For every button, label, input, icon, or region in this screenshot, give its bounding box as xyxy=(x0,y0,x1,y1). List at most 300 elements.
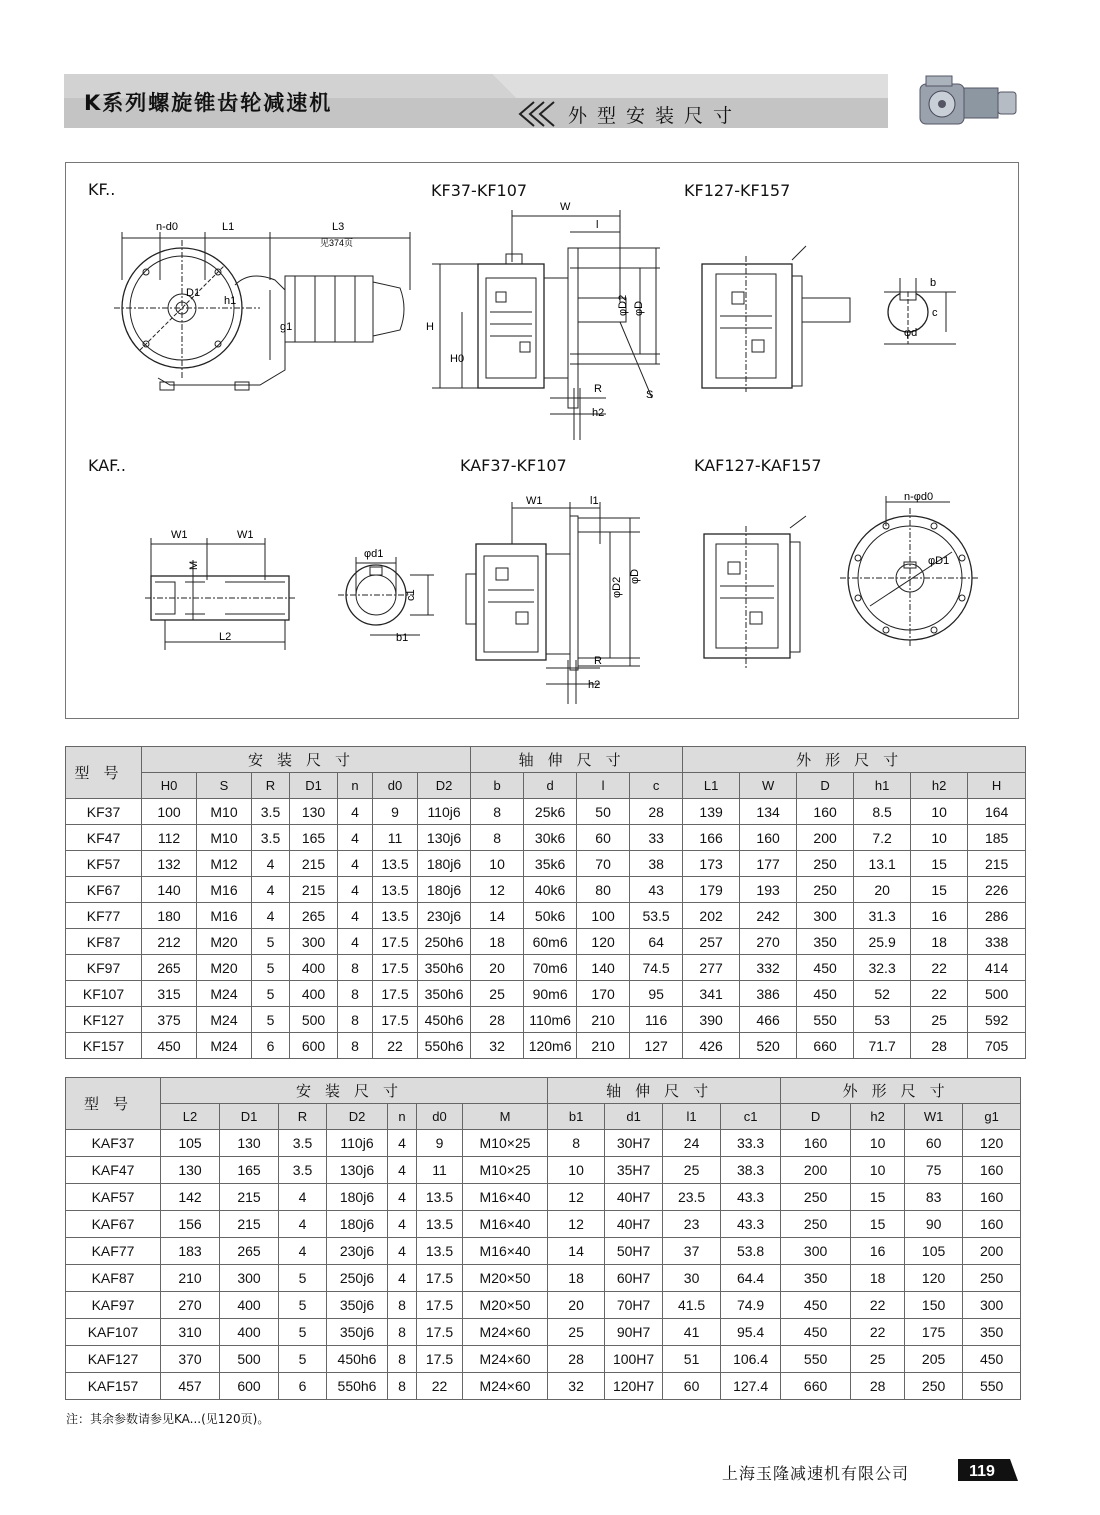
value-cell: 286 xyxy=(968,903,1026,929)
value-cell: 74.5 xyxy=(630,955,683,981)
value-cell: 25k6 xyxy=(524,799,577,825)
value-cell: 160 xyxy=(781,1130,851,1157)
value-cell: 450 xyxy=(797,955,854,981)
value-cell: 8.5 xyxy=(854,799,911,825)
table-row xyxy=(66,1130,1021,1157)
dimension-label: L3 xyxy=(332,221,345,233)
value-cell: 100H7 xyxy=(605,1346,663,1373)
value-cell: 43.3 xyxy=(721,1211,781,1238)
value-cell: 177 xyxy=(740,851,797,877)
dimension-label: S xyxy=(646,389,654,401)
model-header: 型号 xyxy=(66,747,142,799)
value-cell: M10 xyxy=(197,799,252,825)
table-row xyxy=(66,1373,1021,1400)
value-cell: M24 xyxy=(197,1007,252,1033)
value-cell: 600 xyxy=(220,1373,279,1400)
kf-large-label: KF127-KF157 xyxy=(684,181,791,200)
dimension-label: l1 xyxy=(590,495,599,507)
value-cell: 450 xyxy=(781,1292,851,1319)
value-cell: 8 xyxy=(388,1373,417,1400)
value-cell: 350j6 xyxy=(327,1319,388,1346)
value-cell: 60H7 xyxy=(605,1265,663,1292)
value-cell: 5 xyxy=(252,1007,290,1033)
column-header: n xyxy=(388,1104,417,1130)
dimension-label: φD2 xyxy=(617,294,629,316)
dimension-label: n-φd0 xyxy=(904,491,934,503)
value-cell: 25 xyxy=(548,1319,605,1346)
value-cell: 210 xyxy=(577,1033,630,1059)
column-header: L1 xyxy=(683,773,740,799)
kaf-dimension-table xyxy=(65,1077,1021,1400)
value-cell: M24 xyxy=(197,1033,252,1059)
value-cell: 17.5 xyxy=(373,929,418,955)
value-cell: 17.5 xyxy=(417,1319,463,1346)
value-cell: 4 xyxy=(338,929,373,955)
model-cell: KF87 xyxy=(66,929,142,955)
model-cell: KF157 xyxy=(66,1033,142,1059)
value-cell: 8 xyxy=(338,1007,373,1033)
column-header: l1 xyxy=(663,1104,721,1130)
column-header: L2 xyxy=(161,1104,220,1130)
value-cell: 13.5 xyxy=(373,851,418,877)
value-cell: 60m6 xyxy=(524,929,577,955)
value-cell: 32.3 xyxy=(854,955,911,981)
value-cell: 250 xyxy=(797,877,854,903)
page-number: 119 xyxy=(969,1463,995,1480)
table-column-header xyxy=(66,773,1026,799)
dimension-label: l xyxy=(596,219,599,231)
value-cell: 22 xyxy=(851,1319,905,1346)
column-header: d0 xyxy=(373,773,418,799)
value-cell: 74.9 xyxy=(721,1292,781,1319)
dimension-label: φD1 xyxy=(928,555,950,567)
value-cell: 17.5 xyxy=(373,981,418,1007)
kaf-small-side-view-drawing xyxy=(460,488,670,708)
value-cell: 25 xyxy=(471,981,524,1007)
value-cell: M10 xyxy=(197,825,252,851)
value-cell: 500 xyxy=(290,1007,338,1033)
value-cell: 450h6 xyxy=(327,1346,388,1373)
table-row xyxy=(66,851,1026,877)
model-cell: KAF107 xyxy=(66,1319,161,1346)
value-cell: 28 xyxy=(911,1033,968,1059)
value-cell: 4 xyxy=(388,1211,417,1238)
value-cell: 110m6 xyxy=(524,1007,577,1033)
value-cell: 250 xyxy=(963,1265,1021,1292)
value-cell: 210 xyxy=(577,1007,630,1033)
value-cell: 35H7 xyxy=(605,1157,663,1184)
group-header: 外形尺寸 xyxy=(781,1078,1021,1104)
value-cell: 22 xyxy=(851,1292,905,1319)
value-cell: 25.9 xyxy=(854,929,911,955)
dimension-label: φD xyxy=(629,568,641,584)
value-cell: 175 xyxy=(905,1319,963,1346)
value-cell: 277 xyxy=(683,955,740,981)
kf-small-label: KF37-KF107 xyxy=(431,181,528,200)
column-header: D1 xyxy=(220,1104,279,1130)
value-cell: M16 xyxy=(197,903,252,929)
value-cell: 10 xyxy=(851,1130,905,1157)
value-cell: 17.5 xyxy=(417,1346,463,1373)
column-header: c xyxy=(630,773,683,799)
table-group-header xyxy=(66,747,1026,773)
kaf-flange-front-view-drawing xyxy=(840,486,980,658)
dimension-label: c1 xyxy=(405,589,417,601)
value-cell: 41.5 xyxy=(663,1292,721,1319)
value-cell: 520 xyxy=(740,1033,797,1059)
value-cell: 53 xyxy=(854,1007,911,1033)
kf-series-label: KF.. xyxy=(88,180,116,199)
value-cell: 8 xyxy=(471,825,524,851)
value-cell: 18 xyxy=(471,929,524,955)
column-header: c1 xyxy=(721,1104,781,1130)
value-cell: 160 xyxy=(963,1211,1021,1238)
value-cell: 132 xyxy=(142,851,197,877)
dimension-label: L2 xyxy=(219,631,232,643)
value-cell: M16×40 xyxy=(463,1238,548,1265)
value-cell: 23 xyxy=(663,1211,721,1238)
value-cell: 120m6 xyxy=(524,1033,577,1059)
value-cell: 30k6 xyxy=(524,825,577,851)
value-cell: 215 xyxy=(220,1211,279,1238)
table-row xyxy=(66,799,1026,825)
column-header: b1 xyxy=(548,1104,605,1130)
value-cell: 4 xyxy=(338,877,373,903)
value-cell: 400 xyxy=(290,955,338,981)
dimension-label: W xyxy=(560,201,571,213)
value-cell: 466 xyxy=(740,1007,797,1033)
dimension-label: h1 xyxy=(224,295,237,307)
value-cell: 250 xyxy=(797,851,854,877)
column-header: W1 xyxy=(905,1104,963,1130)
value-cell: 38 xyxy=(630,851,683,877)
value-cell: 215 xyxy=(220,1184,279,1211)
value-cell: 70m6 xyxy=(524,955,577,981)
value-cell: 3.5 xyxy=(252,825,290,851)
value-cell: 450h6 xyxy=(418,1007,471,1033)
group-header: 安装尺寸 xyxy=(161,1078,548,1104)
column-header: d xyxy=(524,773,577,799)
value-cell: 17.5 xyxy=(417,1292,463,1319)
value-cell: 8 xyxy=(338,955,373,981)
value-cell: 230j6 xyxy=(327,1238,388,1265)
value-cell: 265 xyxy=(290,903,338,929)
value-cell: 300 xyxy=(781,1238,851,1265)
value-cell: 50 xyxy=(577,799,630,825)
value-cell: M24×60 xyxy=(463,1373,548,1400)
value-cell: M20×50 xyxy=(463,1265,548,1292)
value-cell: 10 xyxy=(851,1157,905,1184)
value-cell: 90H7 xyxy=(605,1319,663,1346)
column-header: g1 xyxy=(963,1104,1021,1130)
model-cell: KF57 xyxy=(66,851,142,877)
value-cell: 52 xyxy=(854,981,911,1007)
value-cell: M16 xyxy=(197,877,252,903)
company-name: 上海玉隆减速机有限公司 xyxy=(722,1464,910,1483)
value-cell: 4 xyxy=(388,1238,417,1265)
value-cell: 116 xyxy=(630,1007,683,1033)
value-cell: 390 xyxy=(683,1007,740,1033)
value-cell: 33.3 xyxy=(721,1130,781,1157)
column-header: W xyxy=(740,773,797,799)
value-cell: 450 xyxy=(781,1319,851,1346)
value-cell: 28 xyxy=(548,1346,605,1373)
value-cell: 450 xyxy=(142,1033,197,1059)
dimension-label: n-d0 xyxy=(156,221,179,233)
value-cell: 13.5 xyxy=(417,1238,463,1265)
value-cell: 64.4 xyxy=(721,1265,781,1292)
value-cell: M16×40 xyxy=(463,1211,548,1238)
value-cell: 310 xyxy=(161,1319,220,1346)
value-cell: 16 xyxy=(911,903,968,929)
value-cell: 120H7 xyxy=(605,1373,663,1400)
model-cell: KAF47 xyxy=(66,1157,161,1184)
value-cell: 8 xyxy=(388,1292,417,1319)
column-header: R xyxy=(252,773,290,799)
value-cell: 215 xyxy=(968,851,1026,877)
column-header: l xyxy=(577,773,630,799)
value-cell: 341 xyxy=(683,981,740,1007)
column-header: h2 xyxy=(851,1104,905,1130)
dimension-label: h2 xyxy=(592,407,605,419)
value-cell: 95.4 xyxy=(721,1319,781,1346)
value-cell: 13.1 xyxy=(854,851,911,877)
dimension-label: W1 xyxy=(237,529,254,541)
column-header: d0 xyxy=(417,1104,463,1130)
value-cell: 350 xyxy=(797,929,854,955)
dimension-label: W1 xyxy=(526,495,543,507)
value-cell: 300 xyxy=(797,903,854,929)
column-header: d1 xyxy=(605,1104,663,1130)
dimension-label: φD xyxy=(633,300,645,316)
kf-dimension-table xyxy=(65,746,1026,1059)
value-cell: 50k6 xyxy=(524,903,577,929)
value-cell: 40H7 xyxy=(605,1211,663,1238)
column-header: R xyxy=(279,1104,327,1130)
value-cell: 3.5 xyxy=(252,799,290,825)
value-cell: 5 xyxy=(279,1265,327,1292)
value-cell: 350 xyxy=(781,1265,851,1292)
value-cell: 12 xyxy=(548,1184,605,1211)
column-header: h2 xyxy=(911,773,968,799)
value-cell: 185 xyxy=(968,825,1026,851)
model-cell: KAF87 xyxy=(66,1265,161,1292)
group-header: 轴伸尺寸 xyxy=(471,747,683,773)
value-cell: 120 xyxy=(905,1265,963,1292)
value-cell: 350 xyxy=(963,1319,1021,1346)
value-cell: 90 xyxy=(905,1211,963,1238)
value-cell: 38.3 xyxy=(721,1157,781,1184)
value-cell: M16×40 xyxy=(463,1184,548,1211)
value-cell: 5 xyxy=(252,929,290,955)
value-cell: 265 xyxy=(142,955,197,981)
dimension-label: R xyxy=(594,655,602,667)
value-cell: 170 xyxy=(577,981,630,1007)
value-cell: 22 xyxy=(911,955,968,981)
value-cell: M20×50 xyxy=(463,1292,548,1319)
value-cell: 28 xyxy=(630,799,683,825)
value-cell: 160 xyxy=(797,799,854,825)
shaft-key-section-drawing xyxy=(870,270,960,352)
table-row xyxy=(66,877,1026,903)
table-row xyxy=(66,929,1026,955)
kaf-small-label: KAF37-KF107 xyxy=(460,456,567,475)
value-cell: 4 xyxy=(252,877,290,903)
value-cell: 15 xyxy=(911,877,968,903)
dimension-label: φd xyxy=(904,327,918,339)
column-header: D xyxy=(781,1104,851,1130)
value-cell: 60 xyxy=(905,1130,963,1157)
table-row xyxy=(66,1292,1021,1319)
value-cell: 105 xyxy=(905,1238,963,1265)
value-cell: 165 xyxy=(220,1157,279,1184)
model-cell: KF97 xyxy=(66,955,142,981)
value-cell: 20 xyxy=(548,1292,605,1319)
value-cell: 130 xyxy=(161,1157,220,1184)
column-header: h1 xyxy=(854,773,911,799)
model-cell: KAF37 xyxy=(66,1130,161,1157)
value-cell: 6 xyxy=(279,1373,327,1400)
dimension-label: M xyxy=(188,560,200,570)
dimension-label: φd1 xyxy=(364,548,384,560)
value-cell: 4 xyxy=(338,851,373,877)
value-cell: 25 xyxy=(663,1157,721,1184)
value-cell: 18 xyxy=(548,1265,605,1292)
dimension-label: H0 xyxy=(450,353,465,365)
value-cell: 22 xyxy=(911,981,968,1007)
model-cell: KAF57 xyxy=(66,1184,161,1211)
column-header: D1 xyxy=(290,773,338,799)
value-cell: 4 xyxy=(252,903,290,929)
value-cell: 242 xyxy=(740,903,797,929)
value-cell: 7.2 xyxy=(854,825,911,851)
value-cell: 350h6 xyxy=(418,981,471,1007)
value-cell: 110j6 xyxy=(418,799,471,825)
page-subtitle: 外型安装尺寸 xyxy=(568,105,743,127)
value-cell: 25 xyxy=(851,1346,905,1373)
dimension-label: b1 xyxy=(396,632,409,644)
value-cell: 142 xyxy=(161,1184,220,1211)
value-cell: 71.7 xyxy=(854,1033,911,1059)
value-cell: 500 xyxy=(968,981,1026,1007)
value-cell: 4 xyxy=(279,1184,327,1211)
value-cell: 550h6 xyxy=(327,1373,388,1400)
dimension-label: φD2 xyxy=(611,576,623,598)
model-cell: KAF97 xyxy=(66,1292,161,1319)
value-cell: 140 xyxy=(577,955,630,981)
value-cell: 17.5 xyxy=(373,955,418,981)
value-cell: M10×25 xyxy=(463,1157,548,1184)
value-cell: 23.5 xyxy=(663,1184,721,1211)
gearbox-thumbnail xyxy=(912,70,1024,132)
value-cell: 215 xyxy=(290,851,338,877)
table-row xyxy=(66,1007,1026,1033)
value-cell: 180j6 xyxy=(327,1184,388,1211)
dimension-label: c xyxy=(932,307,938,319)
value-cell: 212 xyxy=(142,929,197,955)
value-cell: M12 xyxy=(197,851,252,877)
value-cell: 160 xyxy=(740,825,797,851)
dimension-label: b xyxy=(930,277,937,289)
value-cell: 43.3 xyxy=(721,1184,781,1211)
value-cell: 4 xyxy=(388,1130,417,1157)
model-cell: KAF157 xyxy=(66,1373,161,1400)
value-cell: 173 xyxy=(683,851,740,877)
model-cell: KF67 xyxy=(66,877,142,903)
value-cell: 250 xyxy=(781,1211,851,1238)
group-header: 轴伸尺寸 xyxy=(548,1078,781,1104)
group-header: 安装尺寸 xyxy=(142,747,471,773)
dimension-label: L1 xyxy=(222,221,235,233)
table-row xyxy=(66,1184,1021,1211)
value-cell: 160 xyxy=(963,1184,1021,1211)
value-cell: 13.5 xyxy=(417,1211,463,1238)
value-cell: 53.5 xyxy=(630,903,683,929)
value-cell: 10 xyxy=(548,1157,605,1184)
value-cell: 350h6 xyxy=(418,955,471,981)
value-cell: 4 xyxy=(279,1211,327,1238)
value-cell: 75 xyxy=(905,1157,963,1184)
value-cell: 165 xyxy=(290,825,338,851)
kaf-bore-section-drawing xyxy=(330,545,440,650)
value-cell: 4 xyxy=(388,1184,417,1211)
value-cell: 9 xyxy=(417,1130,463,1157)
value-cell: 90m6 xyxy=(524,981,577,1007)
value-cell: 400 xyxy=(220,1292,279,1319)
kf-large-side-view-drawing xyxy=(696,236,856,396)
value-cell: 28 xyxy=(851,1373,905,1400)
value-cell: 130j6 xyxy=(327,1157,388,1184)
value-cell: 156 xyxy=(161,1211,220,1238)
value-cell: 9 xyxy=(373,799,418,825)
value-cell: 11 xyxy=(373,825,418,851)
value-cell: M24×60 xyxy=(463,1346,548,1373)
model-cell: KF37 xyxy=(66,799,142,825)
value-cell: 20 xyxy=(854,877,911,903)
dimension-label: D1 xyxy=(186,287,201,299)
value-cell: 592 xyxy=(968,1007,1026,1033)
value-cell: 70H7 xyxy=(605,1292,663,1319)
value-cell: 210 xyxy=(161,1265,220,1292)
value-cell: 4 xyxy=(388,1265,417,1292)
value-cell: 8 xyxy=(548,1130,605,1157)
value-cell: 14 xyxy=(548,1238,605,1265)
column-header: D2 xyxy=(418,773,471,799)
value-cell: 8 xyxy=(338,1033,373,1059)
value-cell: 95 xyxy=(630,981,683,1007)
value-cell: 3.5 xyxy=(279,1130,327,1157)
value-cell: 400 xyxy=(220,1319,279,1346)
table-row xyxy=(66,1319,1021,1346)
value-cell: 106.4 xyxy=(721,1346,781,1373)
value-cell: 112 xyxy=(142,825,197,851)
table-row xyxy=(66,825,1026,851)
page-number-badge xyxy=(958,1459,1018,1481)
dimension-label: 见374页 xyxy=(320,238,354,248)
model-cell: KAF67 xyxy=(66,1211,161,1238)
value-cell: 205 xyxy=(905,1346,963,1373)
value-cell: 5 xyxy=(252,981,290,1007)
value-cell: 33 xyxy=(630,825,683,851)
value-cell: 193 xyxy=(740,877,797,903)
value-cell: 24 xyxy=(663,1130,721,1157)
value-cell: 370 xyxy=(161,1346,220,1373)
kaf-large-side-view-drawing xyxy=(696,512,816,672)
value-cell: 100 xyxy=(577,903,630,929)
value-cell: 338 xyxy=(968,929,1026,955)
value-cell: 705 xyxy=(968,1033,1026,1059)
value-cell: 18 xyxy=(911,929,968,955)
